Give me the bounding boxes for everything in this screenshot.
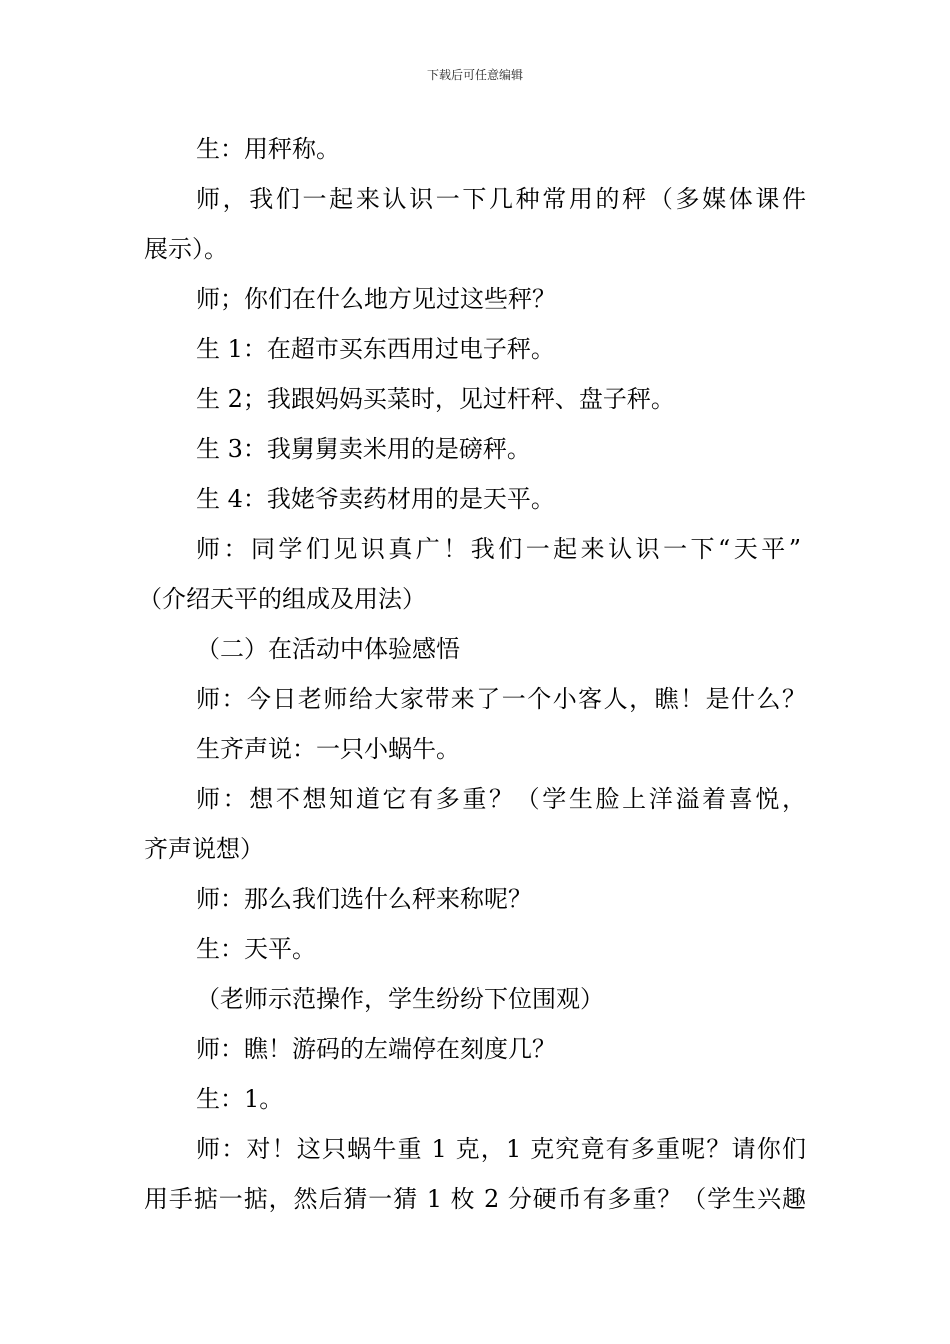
text-line: 师：对！这只蜗牛重 1 克，1 克究竟有多重呢？请你们: [196, 1135, 806, 1163]
text-line: 生：用秤称。: [196, 135, 340, 163]
text-line: 师：想不想知道它有多重？（学生脸上洋溢着喜悦，: [196, 785, 806, 813]
text-line: 师：那么我们选什么秤来称呢？: [196, 885, 532, 913]
text-line: 师；你们在什么地方见过这些秤？: [196, 285, 556, 313]
text-line: 生 2；我跟妈妈买菜时，见过杆秤、盘子秤。: [196, 385, 675, 413]
text-line: 师，我们一起来认识一下几种常用的秤（多媒体课件: [196, 185, 806, 213]
text-line: （老师示范操作，学生纷纷下位围观）: [196, 985, 604, 1013]
text-line: 师：今日老师给大家带来了一个小客人，瞧！是什么？: [196, 685, 806, 713]
text-line: 师：瞧！游码的左端停在刻度几？: [196, 1035, 556, 1063]
text-line: 生齐声说：一只小蜗牛。: [196, 735, 460, 763]
text-line: 齐声说想）: [144, 835, 264, 863]
text-line: 生 3：我舅舅卖米用的是磅秤。: [196, 435, 531, 463]
text-line: 生：1。: [196, 1085, 284, 1113]
text-line: 生：天平。: [196, 935, 316, 963]
text-line: 用手掂一掂，然后猜一猜 1 枚 2 分硬币有多重？（学生兴趣: [144, 1185, 806, 1213]
section-heading: （二）在活动中体验感悟: [196, 635, 460, 663]
page-header: 下载后可任意编辑: [426, 68, 523, 82]
text-line: 展示）。: [144, 235, 228, 263]
text-line: 生 1：在超市买东西用过电子秤。: [196, 335, 555, 363]
text-line: 生 4：我姥爷卖药材用的是天平。: [196, 485, 555, 513]
text-line: （介绍天平的组成及用法）: [138, 585, 426, 613]
text-line: 师：同学们见识真广！我们一起来认识一下“天平”: [196, 535, 801, 563]
